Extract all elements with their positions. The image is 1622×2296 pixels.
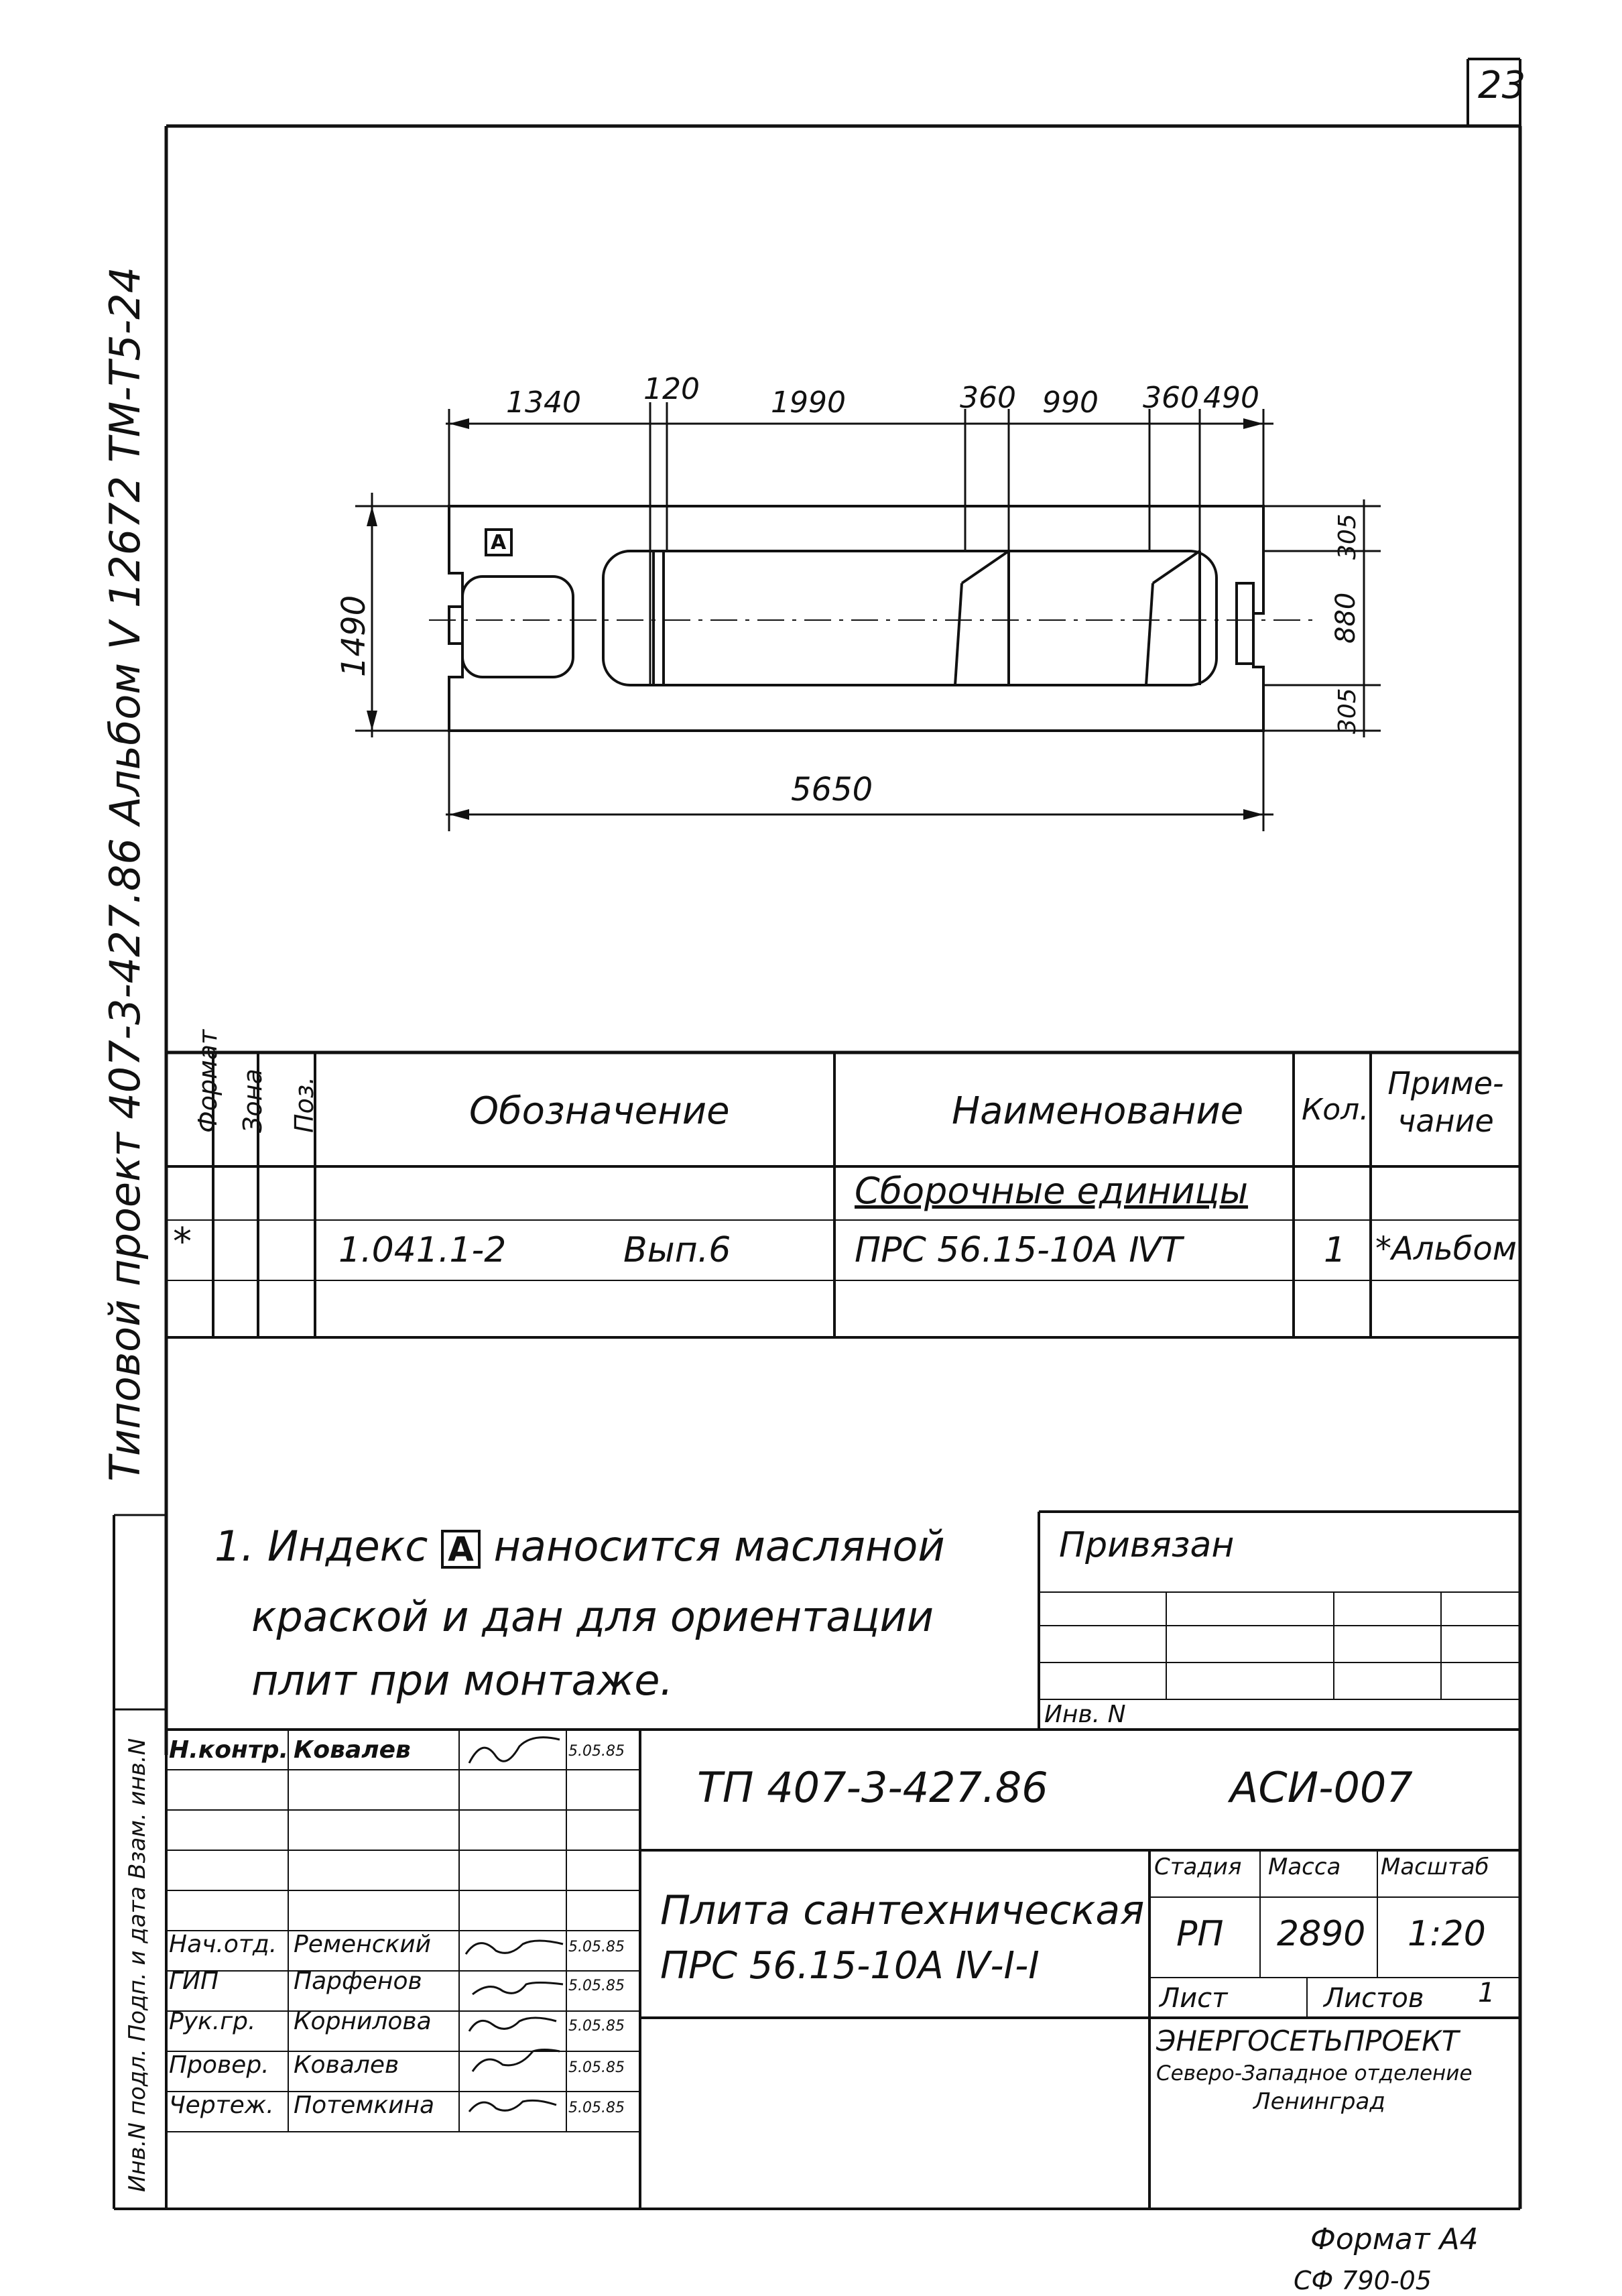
org-line-1: ЭНЕРГОСЕТЬПРОЕКТ	[1156, 2025, 1459, 2057]
row-designation: 1.041.1-2	[338, 1230, 507, 1270]
note-index-mark: А	[441, 1530, 481, 1569]
row-qty: 1	[1324, 1230, 1347, 1270]
sig-name-6: Корнилова	[294, 2008, 432, 2035]
section-title: Сборочные единицы	[855, 1170, 1249, 1212]
sig-date-5: 5.05.85	[568, 1978, 625, 1994]
sig-name-5: Парфенов	[294, 1968, 422, 1995]
sheet-label: Лист	[1160, 1983, 1228, 2014]
format-label: Формат А4	[1310, 2222, 1479, 2256]
header-note: Приме-чание	[1387, 1065, 1504, 1139]
header-zone: Зона	[238, 1069, 267, 1133]
header-name: Наименование	[952, 1089, 1244, 1133]
scale-label: Масштаб	[1381, 1854, 1489, 1880]
dim-490: 490	[1203, 381, 1259, 415]
sig-name-7: Ковалев	[294, 2051, 399, 2079]
sig-role-4: Нач.отд.	[169, 1931, 277, 1958]
dim-1990: 1990	[771, 385, 846, 420]
bottom-code: СФ 790-05	[1294, 2266, 1432, 2295]
sig-role-6: Рук.гр.	[169, 2008, 256, 2035]
sig-role-5: ГИП	[169, 1968, 219, 1995]
sheets-count: 1	[1478, 1978, 1495, 2008]
sig-role-7: Провер.	[169, 2051, 269, 2079]
org-line-3: Ленинград	[1253, 2088, 1385, 2115]
sheets-label: Листов	[1324, 1983, 1424, 2014]
note-line-3: плит при монтаже.	[251, 1656, 674, 1705]
mass-label: Масса	[1268, 1854, 1341, 1880]
sig-name-0: Ковалев	[294, 1736, 411, 1764]
attachment-inv: Инв. N	[1044, 1701, 1126, 1728]
note-number: 1.	[214, 1522, 255, 1571]
note-line-2: краской и дан для ориентации	[251, 1592, 934, 1641]
dim-1340: 1340	[506, 385, 581, 420]
sig-date-8: 5.05.85	[568, 2100, 625, 2116]
header-qty: Кол.	[1302, 1093, 1369, 1127]
note-line1-a: Индекс	[267, 1522, 428, 1571]
sig-date-4: 5.05.85	[568, 1939, 625, 1955]
sig-name-4: Ременский	[294, 1931, 432, 1958]
inventory-side-label: Инв.N подл. Подп. и дата Взам. инв.N	[124, 1738, 151, 2192]
dim-360-left: 360	[960, 381, 1016, 415]
sig-role-0: Н.контр.	[169, 1736, 289, 1764]
dim-360-right: 360	[1143, 381, 1199, 415]
dim-305-top: 305	[1334, 513, 1361, 560]
dim-5650: 5650	[791, 771, 873, 808]
header-designation: Обозначение	[469, 1089, 730, 1133]
sig-date-0: 5.05.85	[568, 1743, 625, 1760]
sig-date-6: 5.05.85	[568, 2018, 625, 2035]
dim-305-bottom: 305	[1334, 688, 1361, 734]
header-pos: Поз.	[290, 1076, 319, 1133]
dim-120: 120	[643, 372, 700, 406]
dim-880: 880	[1330, 592, 1361, 644]
row-name: ПРС 56.15-10А ⅣТ	[855, 1230, 1182, 1270]
stage-label: Стадия	[1154, 1854, 1242, 1880]
org-line-2: Северо-Западное отделение	[1156, 2061, 1473, 2086]
note-line1-b: наносится масляной	[493, 1522, 945, 1571]
mass-value: 2890	[1277, 1914, 1366, 1954]
scale-value: 1:20	[1408, 1914, 1486, 1954]
row-issue: Вып.6	[623, 1230, 731, 1270]
title-line-2: ПРС 56.15-10А Ⅳ-I-I	[660, 1944, 1040, 1988]
sheet-code: АСИ-007	[1230, 1763, 1413, 1812]
project-side-text: Типовой проект 407-3-427.86 Альбом Ⅴ 12672 ТМ-Т5-24	[101, 266, 149, 1482]
row-note: *Альбом	[1375, 1230, 1517, 1268]
dim-1490: 1490	[335, 595, 373, 677]
title-line-1: Плита сантехническая	[660, 1887, 1145, 1934]
attachment-title: Привязан	[1059, 1525, 1235, 1565]
index-mark-a: А	[491, 531, 507, 554]
document-code: ТП 407-3-427.86	[697, 1763, 1048, 1812]
note-line-1	[214, 1522, 945, 1571]
sig-date-7: 5.05.85	[568, 2059, 625, 2076]
stage-value: РП	[1176, 1914, 1224, 1954]
dim-990: 990	[1042, 385, 1099, 420]
header-format: Формат	[193, 1029, 223, 1133]
sheet-corner-number: 23	[1478, 64, 1526, 107]
row-format: *	[173, 1220, 192, 1264]
sig-name-8: Потемкина	[294, 2092, 435, 2119]
sig-role-8: Чертеж.	[169, 2092, 274, 2119]
